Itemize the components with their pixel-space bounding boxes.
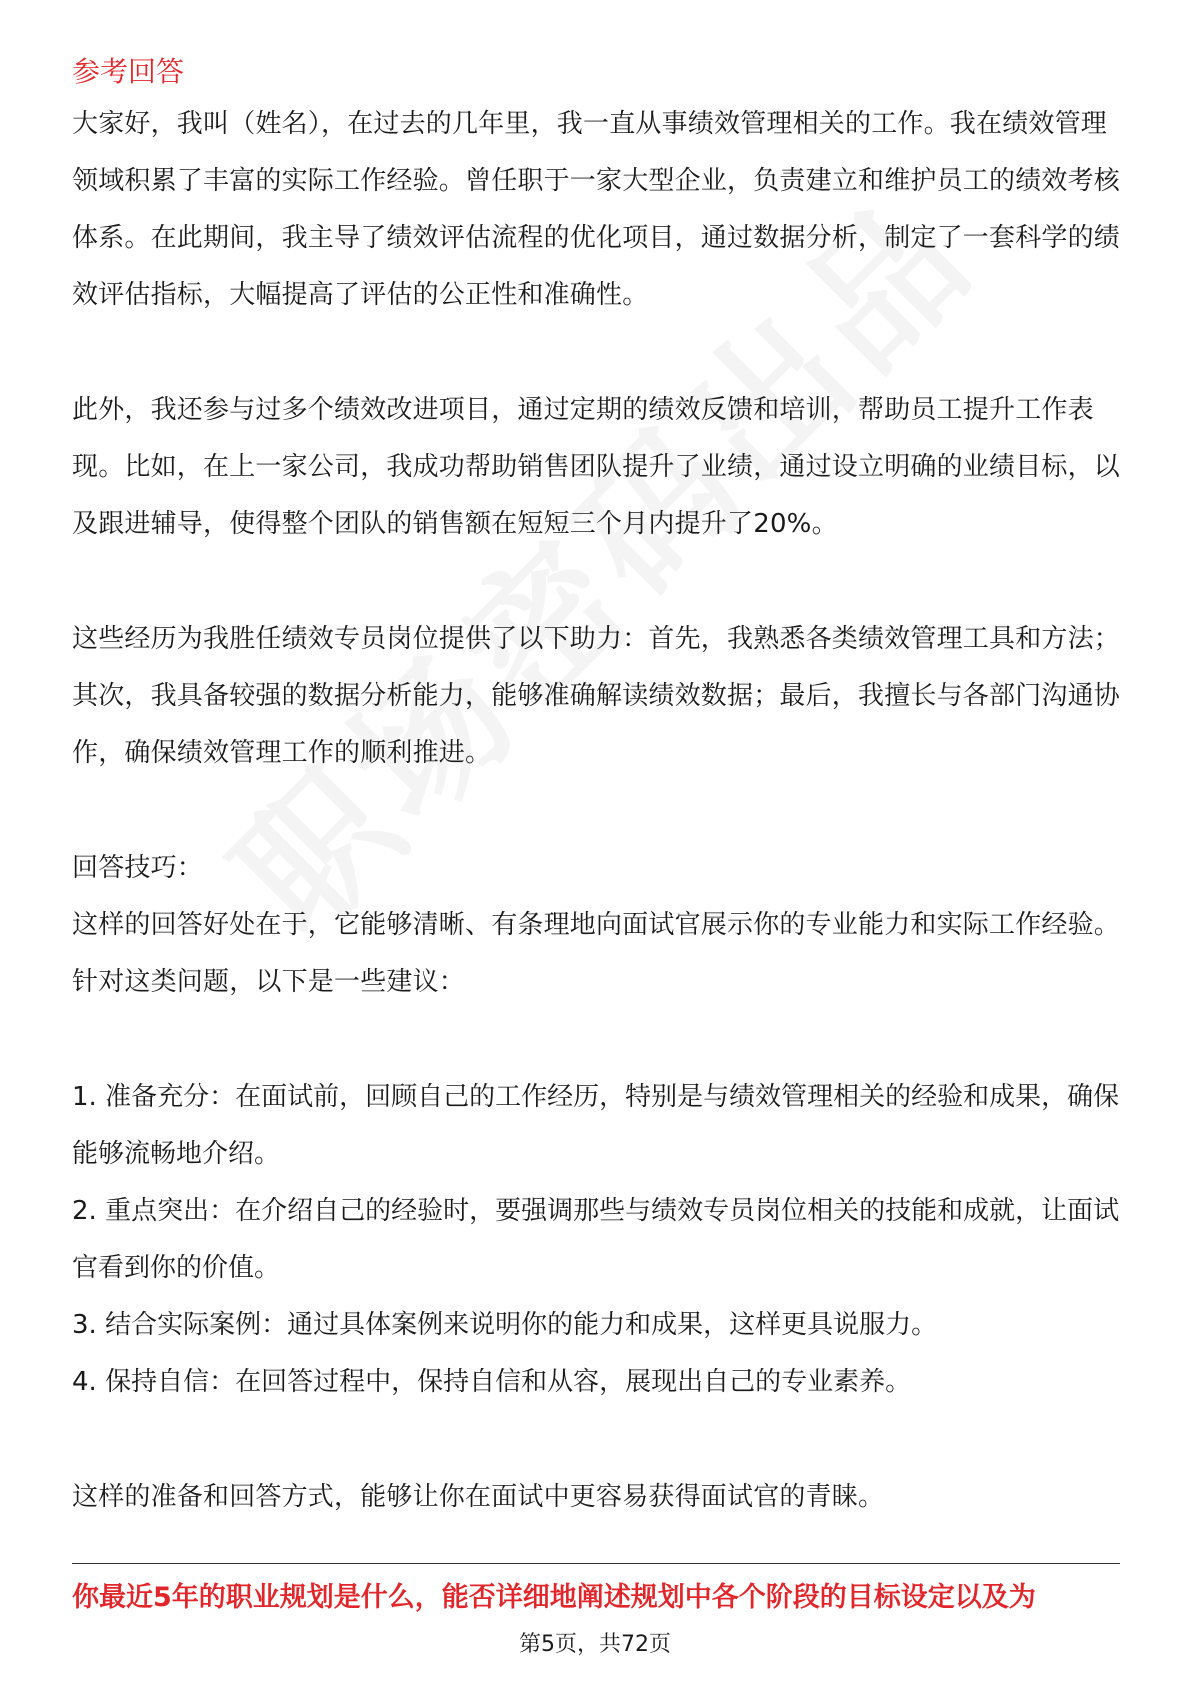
paragraph-gap <box>72 782 1122 840</box>
tips-intro: 这样的回答好处在于，它能够清晰、有条理地向面试官展示你的专业能力和实际工作经验。针对这类问题，以下是一些建议： <box>72 910 1121 997</box>
tips-list-item: 4. 保持自信：在回答过程中，保持自信和从容，展现出自己的专业素养。 <box>72 1367 912 1397</box>
section-title: 参考回答 <box>72 55 185 88</box>
paragraph-gap <box>72 1011 1122 1069</box>
document-body <box>72 48 1122 1526</box>
paragraph-gap <box>72 324 1122 382</box>
answer-paragraph-2: 此外，我还参与过多个绩效改进项目，通过定期的绩效反馈和培训，帮助员工提升工作表现。比如，在上一家公司，我成功帮助销售团队提升了业绩，通过设立明确的业绩目标，以及跟进辅导，使得整个团队的销售额在短短三个月内提升了20%。 <box>72 395 1121 539</box>
answer-paragraph-3: 这些经历为我胜任绩效专员岗位提供了以下助力：首先，我熟悉各类绩效管理工具和方法；其次，我具备较强的数据分析能力，能够准确解读绩效数据；最后，我擅长与各部门沟通协作，确保绩效管理工作的顺利推进。 <box>72 624 1121 768</box>
tips-list-item: 3. 结合实际案例：通过具体案例来说明你的能力和成果，这样更具说服力。 <box>72 1310 938 1340</box>
next-question-heading: 你最近5年的职业规划是什么，能否详细地阐述规划中各个阶段的目标设定以及为 <box>72 1582 1036 1613</box>
answer-paragraph-1: 大家好，我叫（姓名），在过去的几年里，我一直从事绩效管理相关的工作。我在绩效管理领域积累了丰富的实际工作经验。曾任职于一家大型企业，负责建立和维护员工的绩效考核体系。在此期间，我主导了绩效评估流程的优化项目，通过数据分析，制定了一套科学的绩效评估指标，大幅提高了评估的公正性和准确性。 <box>72 109 1121 310</box>
page-number: 第5页，共72页 <box>519 1632 671 1657</box>
section-divider <box>72 1563 1120 1564</box>
paragraph-gap <box>72 553 1122 611</box>
tips-list-item: 2. 重点突出：在介绍自己的经验时，要强调那些与绩效专员岗位相关的技能和成就，让面试官看到你的价值。 <box>72 1196 1120 1283</box>
tips-list-item: 1. 准备充分：在面试前，回顾自己的工作经历，特别是与绩效管理相关的经验和成果，确保能够流畅地介绍。 <box>72 1082 1120 1169</box>
closing-paragraph: 这样的准备和回答方式，能够让你在面试中更容易获得面试官的青睐。 <box>72 1482 885 1512</box>
tips-title: 回答技巧： <box>72 853 204 883</box>
paragraph-gap <box>72 1411 1122 1469</box>
